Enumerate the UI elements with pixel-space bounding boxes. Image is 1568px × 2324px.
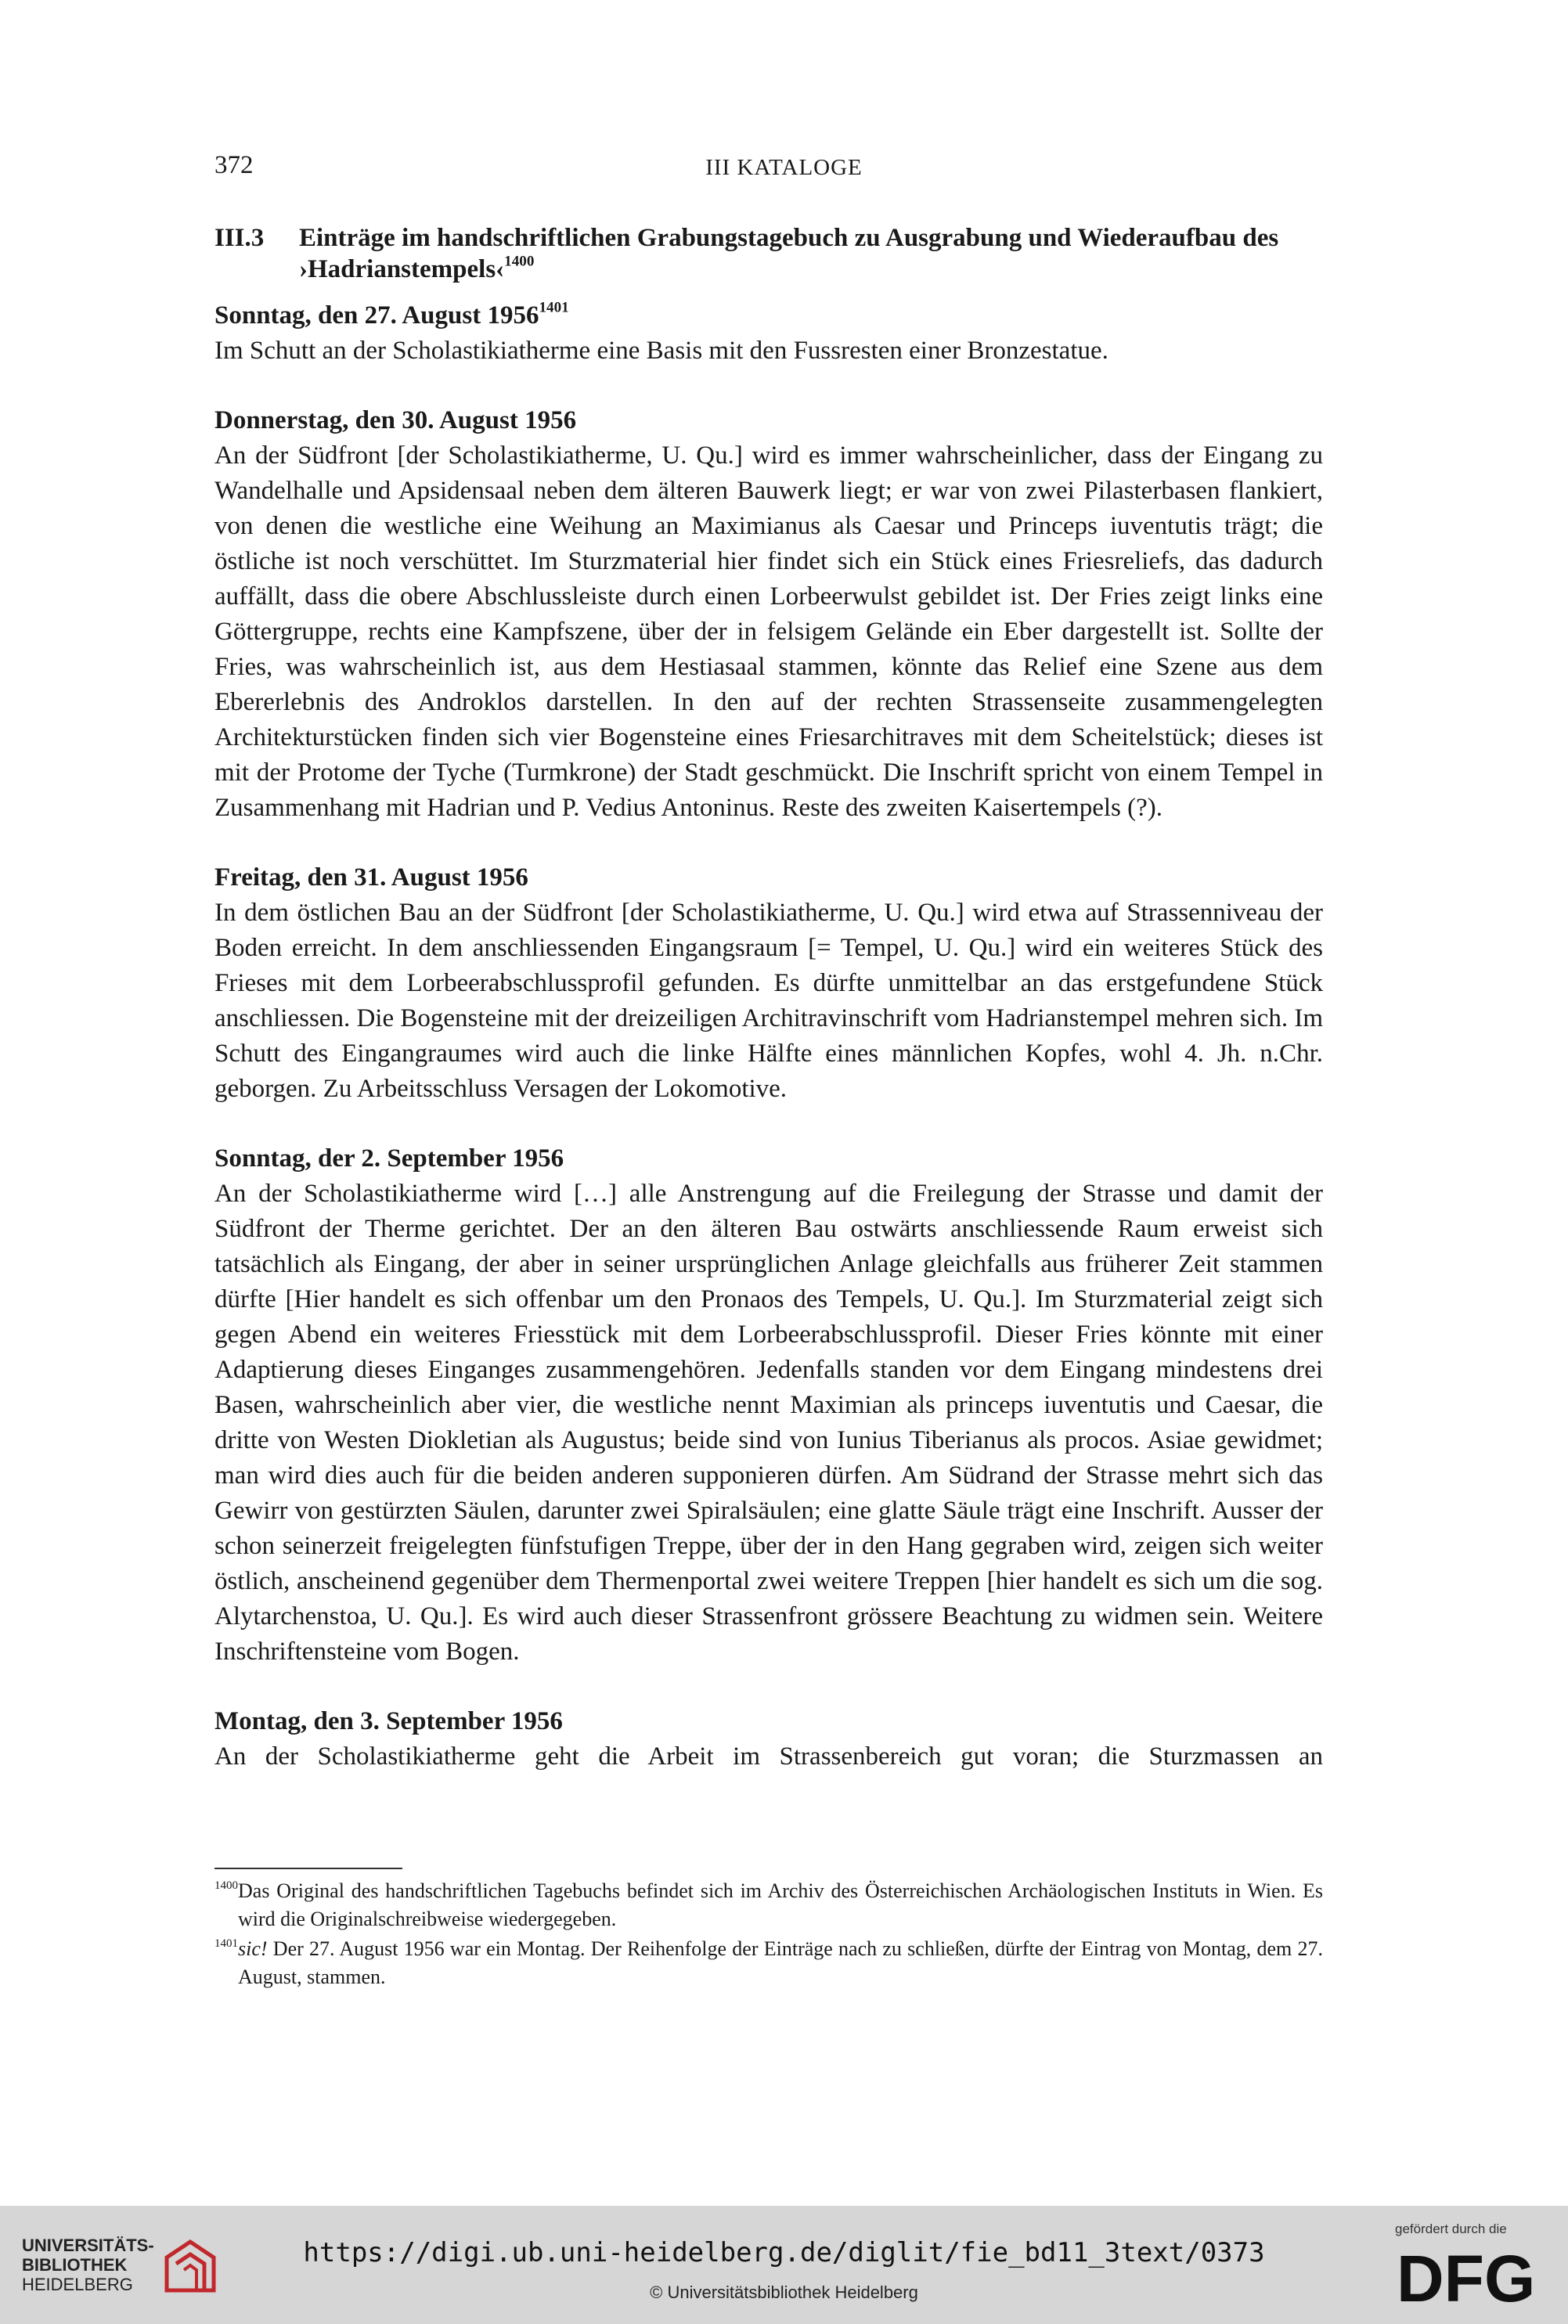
entry-date: Montag, den 3. September 1956 — [214, 1707, 563, 1735]
section-title — [299, 222, 1323, 285]
funding-caption: gefördert durch die — [1395, 2221, 1507, 2236]
footnote-ref[interactable]: 1401 — [539, 299, 569, 316]
running-head: III KATALOGE — [705, 155, 863, 180]
copyright-notice: © Universitätsbibliothek Heidelberg — [650, 2283, 918, 2302]
diary-entry — [214, 1704, 1323, 1775]
entry-text: In dem östlichen Bau an der Südfront [der Scholastikiatherme, U. Qu.] wird etwa auf Strassenniveau der Boden erreicht. In dem anschliessenden Eingangsraum [= Tempel, U. Qu.] wird ein weiteres Stück des Frieses mit dem Lorbeerabschlussprofil gefunden. Es dürfte unmittelbar an das erstgefundene Stück anschliessen. Die Bogensteine mit der dreizeiligen Architravinschrift vom Hadrianstempel mehren sich. Im Schutt des Eingangraumes wird auch die linke Hälfte eines männlichen Kopfes, wohl 4. Jh. n.Chr. geborgen. Zu Arbeitsschluss Versagen der Lokomotive. — [214, 899, 1323, 1103]
footnote-marker: 1401 — [214, 1937, 238, 1950]
page-body — [214, 222, 1323, 1809]
diary-entry — [214, 403, 1323, 826]
section-title-text: Einträge im handschriftlichen Grabungstagebuch zu Ausgrabung und Wiederaufbau des ›Hadrianstempels‹ — [299, 224, 1279, 283]
footnote-marker: 1400 — [214, 1879, 238, 1892]
dfg-logo-text: DFG — [1397, 2243, 1536, 2311]
entry-date: Sonntag, der 2. September 1956 — [214, 1144, 564, 1173]
footnote — [214, 1935, 1323, 1991]
diary-entry — [214, 860, 1323, 1107]
page-number: 372 — [214, 151, 254, 179]
diary-entry — [214, 1141, 1323, 1670]
entry-date — [214, 298, 1323, 333]
entry-date: Donnerstag, den 30. August 1956 — [214, 406, 577, 434]
footnote-divider — [214, 1868, 402, 1869]
footnote-italic-text: sic! — [238, 1937, 268, 1960]
permalink-url[interactable]: https://digi.ub.uni-heidelberg.de/diglit/fie_bd11_3text/0373 — [303, 2237, 1265, 2268]
entry-date: Freitag, den 31. August 1956 — [214, 863, 528, 892]
dfg-logo-icon[interactable] — [1395, 2243, 1544, 2311]
footnote-ref[interactable]: 1400 — [504, 253, 535, 270]
footnote-text-body: Der 27. August 1956 war ein Montag. Der Reihenfolge der Einträge nach zu schließen, dürfte der Eintrag von Montag, dem 27. August, stammen. — [238, 1937, 1323, 1988]
entry-text: An der Südfront [der Scholastikiatherme, U. Qu.] wird es immer wahrscheinlicher, dass der Eingang zu Wandelhalle und Apsidensaal neben dem älteren Bauwerk liegt; er war von zwei Pilasterbasen flankiert, von denen die westliche eine Weihung an Maximianus als Caesar und Princeps iuventutis trägt; die östliche ist noch verschüttet. Im Sturzmaterial hier findet sich ein Stück eines Friesreliefs, das dadurch auffällt, dass die obere Abschlussleiste durch einen Lorbeerwulst gebildet ist. Der Fries zeigt links eine Göttergruppe, rechts eine Kampfszene, über der in felsigem Gelände ein Eber dargestellt ist. Sollte der Fries, was wahrscheinlich ist, aus dem Hestiasaal stammen, könnte das Relief eine Szene aus dem Ebererlebnis des Androklos darstellen. In den auf der rechten Strassenseite zusammengelegten Architekturstücken finden sich vier Bogensteine eines Friesarchitraves mit dem Scheitelstück; dieses ist mit der Protome der Tyche (Turmkrone) der Stadt geschmückt. Die Inschrift spricht von einem Tempel in Zusammenhang mit Hadrian und P. Vedius Antoninus. Reste des zweiten Kaisertempels (?). — [214, 441, 1323, 822]
entry-date-text: Sonntag, den 27. August 1956 — [214, 301, 539, 330]
entry-text: An der Scholastikiatherme wird […] alle Anstrengung auf die Freilegung der Strasse und damit der Südfront der Therme gerichtet. Der an den älteren Bau ostwärts anschliessende Raum erweist sich tatsächlich als Eingang, der aber in seiner ursprünglichen Anlage gleichfalls aus früherer Zeit stammen dürfte [Hier handelt es sich offenbar um den Pronaos des Tempels, U. Qu.]. Im Sturzmaterial zeigt sich gegen Abend ein weiteres Friesstück mit dem Lorbeerabschlussprofil. Dieser Fries könnte mit einer Adaptierung dieses Einganges zusammengehören. Jedenfalls standen vor dem Eingang mindestens drei Basen, wahrscheinlich aber vier, die westliche nennt Maximian als princeps iuventutis und Caesar, die dritte von Westen Diokletian als Augustus; beide sind von Iunius Tiberianus als procos. Asiae gewidmet; man wird dies auch für die beiden anderen supponieren dürfen. Am Südrand der Strasse mehrt sich das Gewirr von gestürzten Säulen, darunter zwei Spiralsäulen; eine glatte Säule trägt eine Inschrift. Ausser der schon seinerzeit freigelegten fünfstufigen Treppe, über der in den Hang gegraben wird, zeigen sich weiter östlich, anscheinend gegenüber dem Thermenportal zwei weitere Treppen [hier handelt es sich um die sog. Alytarchenstoa, U. Qu.]. Es wird auch dieser Strassenfront grössere Beachtung zu widmen sein. Weitere Inschriftensteine vom Bogen. — [214, 1180, 1323, 1666]
entry-text: Im Schutt an der Scholastikiatherme eine Basis mit den Fussresten einer Bronzestatue. — [214, 337, 1108, 365]
entry-text: An der Scholastikiatherme geht die Arbeit im Strassenbereich gut voran; die Sturzmassen an — [214, 1742, 1323, 1771]
library-name-line: BIBLIOTHEK — [22, 2255, 128, 2275]
footnotes — [214, 1877, 1323, 1993]
library-name-line: HEIDELBERG — [22, 2275, 133, 2294]
section-heading — [214, 222, 1323, 285]
diary-entry — [214, 298, 1323, 369]
footnote-text: Das Original des handschriftlichen Tagebuchs befindet sich im Archiv des Österreichischen Archäologischen Instituts in Wien. Es wird die Originalschreibweise wiedergegeben. — [238, 1879, 1323, 1930]
library-name-line: UNIVERSITÄTS- — [22, 2236, 154, 2255]
footnote — [214, 1877, 1323, 1933]
footnote-text — [238, 1935, 1323, 1991]
section-number: III.3 — [214, 224, 265, 252]
